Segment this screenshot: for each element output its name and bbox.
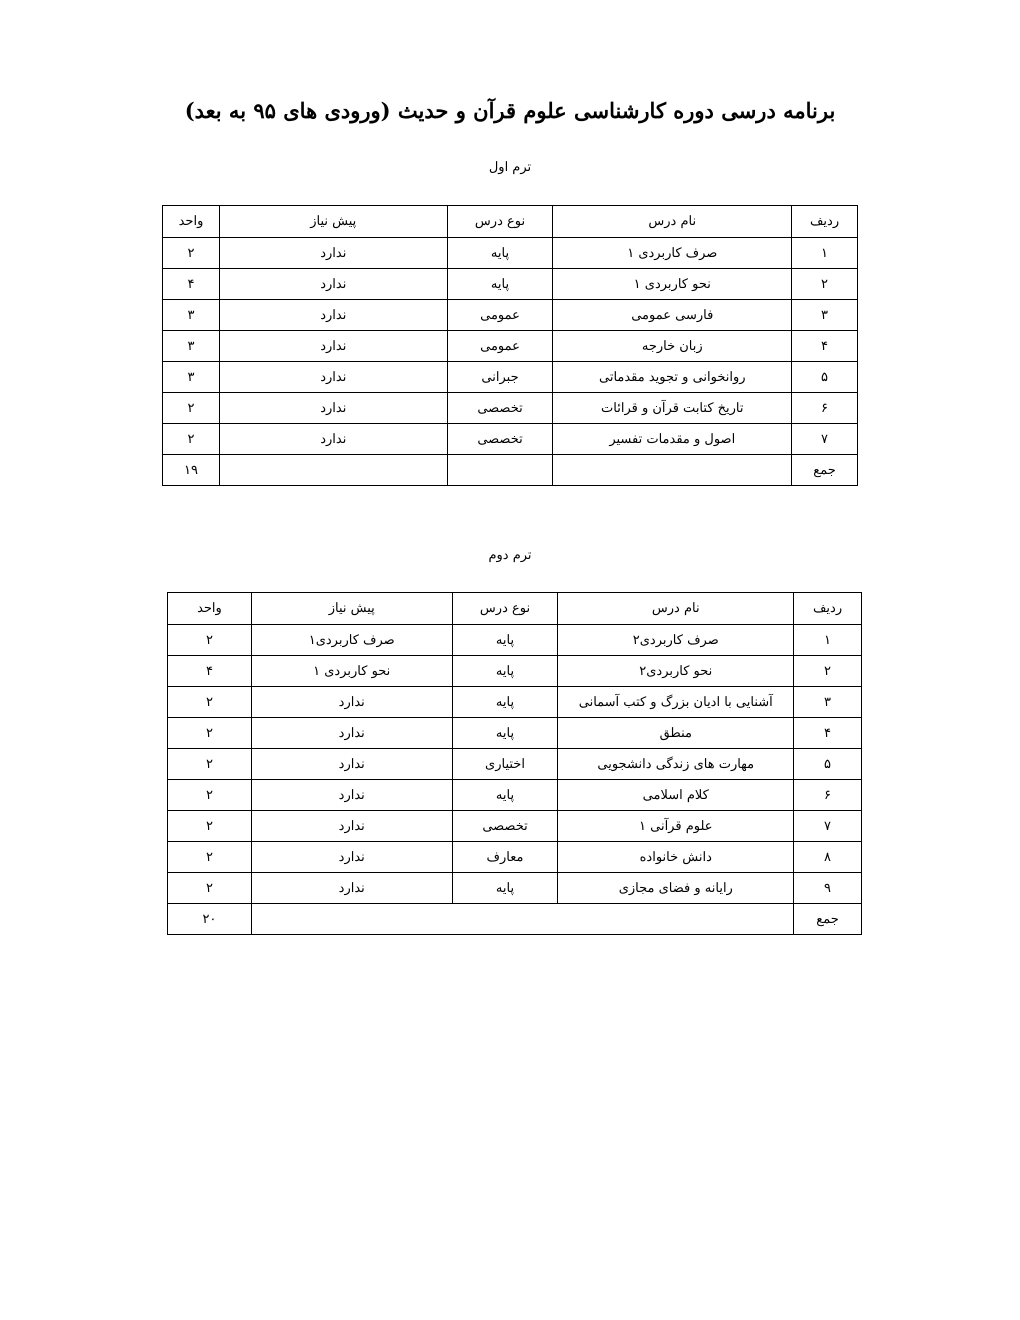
cell-prereq: ندارد xyxy=(251,687,452,718)
cell-prereq: ندارد xyxy=(251,842,452,873)
cell-name: دانش خانواده xyxy=(558,842,794,873)
term1-label: ترم اول xyxy=(488,160,532,175)
cell-name: رایانه و فضای مجازی xyxy=(558,873,794,904)
cell-empty xyxy=(219,455,447,486)
cell-units: ۲ xyxy=(168,625,252,656)
table-row xyxy=(168,873,862,904)
cell-type: تخصصی xyxy=(447,424,553,455)
cell-prereq: ندارد xyxy=(251,718,452,749)
cell-prereq: ندارد xyxy=(219,331,447,362)
cell-radif: ۶ xyxy=(794,780,862,811)
cell-type: پایه xyxy=(447,238,553,269)
cell-type: معارف xyxy=(452,842,558,873)
cell-prereq: ندارد xyxy=(251,749,452,780)
table-row xyxy=(168,656,862,687)
cell-units: ۲ xyxy=(168,873,252,904)
cell-units: ۲ xyxy=(168,718,252,749)
cell-prereq: ندارد xyxy=(219,300,447,331)
cell-radif: ۳ xyxy=(792,300,858,331)
header-type: نوع درس xyxy=(447,206,553,238)
cell-type: پایه xyxy=(452,656,558,687)
cell-prereq: ندارد xyxy=(251,873,452,904)
table-total-row xyxy=(163,455,858,486)
cell-type: جبرانی xyxy=(447,362,553,393)
table-row xyxy=(168,625,862,656)
cell-units: ۲ xyxy=(163,238,220,269)
cell-name: فارسی عمومی xyxy=(553,300,792,331)
cell-units: ۳ xyxy=(163,300,220,331)
table-header-row xyxy=(168,593,862,625)
cell-prereq: نحو کاربردی ۱ xyxy=(251,656,452,687)
cell-units: ۲ xyxy=(168,811,252,842)
term2-table xyxy=(167,592,862,935)
header-radif: ردیف xyxy=(792,206,858,238)
cell-units: ۲ xyxy=(168,749,252,780)
total-label: جمع xyxy=(792,455,858,486)
cell-units: ۴ xyxy=(163,269,220,300)
cell-type: پایه xyxy=(452,780,558,811)
cell-type: پایه xyxy=(452,873,558,904)
cell-type: تخصصی xyxy=(452,811,558,842)
table-row xyxy=(168,780,862,811)
header-prereq: پیش نیاز xyxy=(251,593,452,625)
cell-name: نحو کاربردی ۱ xyxy=(553,269,792,300)
header-units: واحد xyxy=(168,593,252,625)
cell-radif: ۱ xyxy=(792,238,858,269)
cell-name: مهارت های زندگی دانشجویی xyxy=(558,749,794,780)
cell-empty xyxy=(553,455,792,486)
cell-prereq: ندارد xyxy=(251,811,452,842)
cell-name: نحو کاربردی۲ xyxy=(558,656,794,687)
cell-prereq: ندارد xyxy=(251,780,452,811)
total-label: جمع xyxy=(794,904,862,935)
cell-prereq: ندارد xyxy=(219,424,447,455)
cell-radif: ۹ xyxy=(794,873,862,904)
cell-prereq: ندارد xyxy=(219,393,447,424)
cell-units: ۴ xyxy=(168,656,252,687)
term1-table xyxy=(162,205,858,486)
cell-name: آشنایی با ادیان بزرگ و کتب آسمانی xyxy=(558,687,794,718)
cell-radif: ۲ xyxy=(794,656,862,687)
header-name: نام درس xyxy=(558,593,794,625)
cell-empty xyxy=(251,904,793,935)
table-row xyxy=(168,842,862,873)
total-units: ۱۹ xyxy=(163,455,220,486)
cell-name: تاریخ کتابت قرآن و قرائات xyxy=(553,393,792,424)
cell-radif: ۵ xyxy=(792,362,858,393)
total-units: ۲۰ xyxy=(168,904,252,935)
cell-type: عمومی xyxy=(447,300,553,331)
cell-type: پایه xyxy=(452,687,558,718)
table-row xyxy=(163,300,858,331)
cell-radif: ۳ xyxy=(794,687,862,718)
table-header-row xyxy=(163,206,858,238)
cell-radif: ۱ xyxy=(794,625,862,656)
table-row xyxy=(168,687,862,718)
cell-name: صرف کاربردی ۱ xyxy=(553,238,792,269)
cell-units: ۳ xyxy=(163,362,220,393)
table-row xyxy=(163,269,858,300)
cell-name: روانخوانی و تجوید مقدماتی xyxy=(553,362,792,393)
cell-prereq: ندارد xyxy=(219,238,447,269)
document-title: برنامه درسی دوره کارشناسی علوم قرآن و حدیث (ورودی های ۹۵ به بعد) xyxy=(184,98,836,123)
cell-type: پایه xyxy=(452,625,558,656)
cell-prereq: ندارد xyxy=(219,269,447,300)
cell-units: ۲ xyxy=(168,842,252,873)
cell-radif: ۵ xyxy=(794,749,862,780)
cell-empty xyxy=(447,455,553,486)
cell-radif: ۸ xyxy=(794,842,862,873)
cell-name: اصول و مقدمات تفسیر xyxy=(553,424,792,455)
cell-prereq: صرف کاربردی۱ xyxy=(251,625,452,656)
table-row xyxy=(163,362,858,393)
table-row xyxy=(168,749,862,780)
table-row xyxy=(163,238,858,269)
cell-units: ۲ xyxy=(168,687,252,718)
table-row xyxy=(163,393,858,424)
cell-units: ۲ xyxy=(163,424,220,455)
table-row xyxy=(163,424,858,455)
cell-units: ۳ xyxy=(163,331,220,362)
cell-radif: ۴ xyxy=(794,718,862,749)
cell-name: منطق xyxy=(558,718,794,749)
table-row xyxy=(163,331,858,362)
term2-label: ترم دوم xyxy=(488,548,532,563)
cell-type: عمومی xyxy=(447,331,553,362)
table-row xyxy=(168,718,862,749)
cell-units: ۲ xyxy=(168,780,252,811)
cell-type: تخصصی xyxy=(447,393,553,424)
cell-radif: ۶ xyxy=(792,393,858,424)
cell-type: اختیاری xyxy=(452,749,558,780)
cell-radif: ۷ xyxy=(792,424,858,455)
cell-radif: ۴ xyxy=(792,331,858,362)
cell-radif: ۷ xyxy=(794,811,862,842)
header-name: نام درس xyxy=(553,206,792,238)
header-prereq: پیش نیاز xyxy=(219,206,447,238)
header-type: نوع درس xyxy=(452,593,558,625)
cell-name: صرف کاربردی۲ xyxy=(558,625,794,656)
header-radif: ردیف xyxy=(794,593,862,625)
header-units: واحد xyxy=(163,206,220,238)
cell-name: کلام اسلامی xyxy=(558,780,794,811)
cell-units: ۲ xyxy=(163,393,220,424)
cell-name: زبان خارجه xyxy=(553,331,792,362)
table-total-row xyxy=(168,904,862,935)
cell-type: پایه xyxy=(452,718,558,749)
cell-type: پایه xyxy=(447,269,553,300)
table-row xyxy=(168,811,862,842)
cell-radif: ۲ xyxy=(792,269,858,300)
cell-prereq: ندارد xyxy=(219,362,447,393)
cell-name: علوم قرآنی ۱ xyxy=(558,811,794,842)
